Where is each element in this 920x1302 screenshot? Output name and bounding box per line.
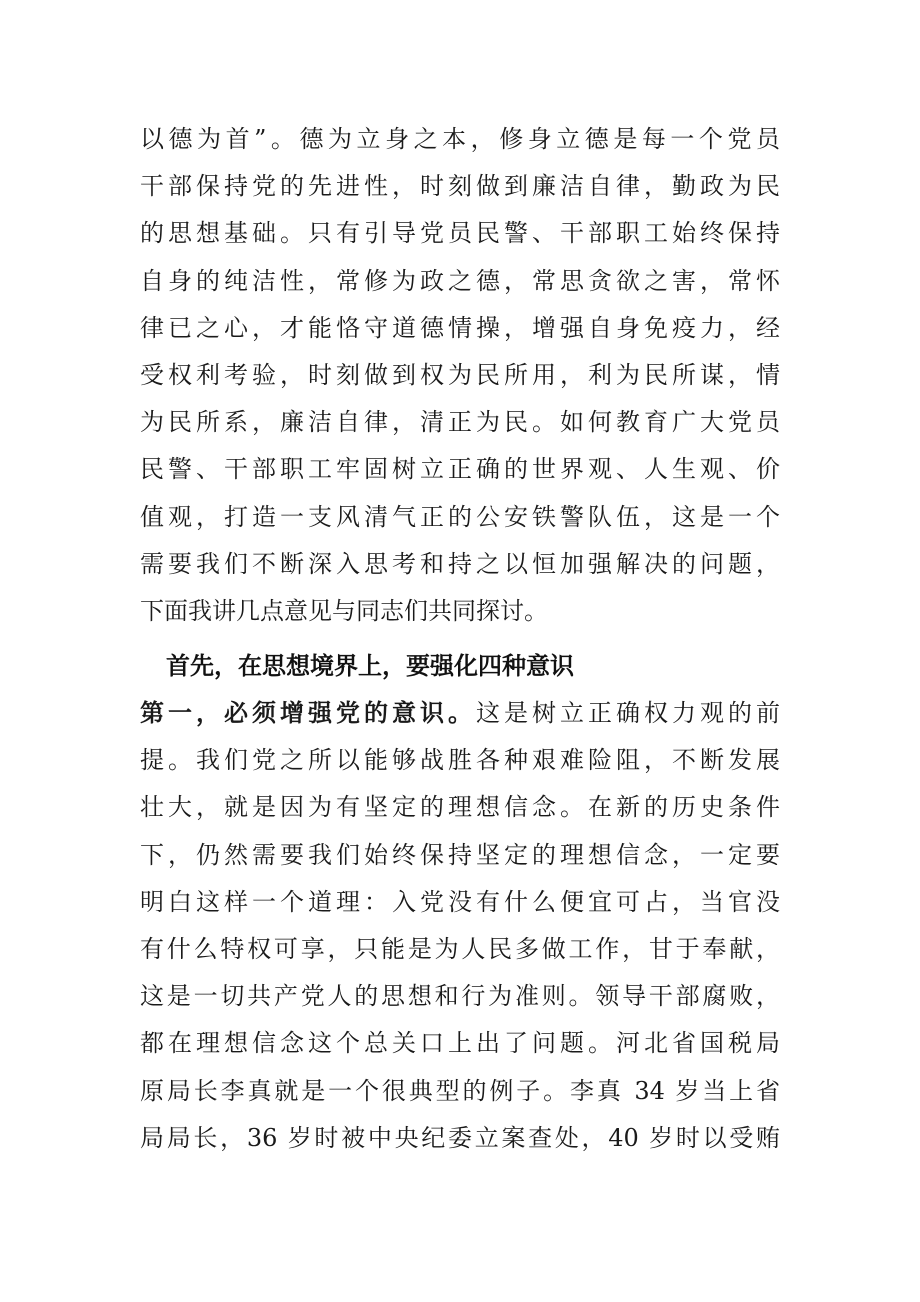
text-line: 提。我们党之所以能够战胜各种艰难险阻，不断发展 [140, 746, 780, 775]
text-line: 有什么特权可享，只能是为人民多做工作，甘于奉献， [140, 934, 780, 963]
text-line: 为民所系，廉洁自律，清正为民。如何教育广大党员 [140, 408, 780, 437]
text-line: 需要我们不断深入思考和持之以恒加强解决的问题， [140, 549, 780, 578]
text-line: 壮大，就是因为有坚定的理想信念。在新的历史条件 [140, 793, 780, 822]
paragraph-1 [140, 116, 780, 635]
text-line: 这是一切共产党人的思想和行为准则。领导干部腐败， [140, 982, 780, 1011]
paragraph-lead: 第一，必须增强党的意识。 [140, 699, 476, 727]
text-line: 受权利考验，时刻做到权为民所用，利为民所谋，情 [140, 360, 780, 389]
text-line: 原局长李真就是一个很典型的例子。李真 34 岁当上省 [140, 1076, 780, 1105]
paragraph-2 [140, 690, 780, 1162]
text-line: 自身的纯洁性，常修为政之德，常思贪欲之害，常怀 [140, 266, 780, 295]
text-line: 明白这样一个道理：入党没有什么便宜可占，当官没 [140, 887, 780, 916]
text-line: 的思想基础。只有引导党员民警、干部职工始终保持 [140, 219, 780, 248]
section-heading: 首先，在思想境界上，要强化四种意识 [166, 652, 574, 680]
text-line: 律已之心，才能恪守道德情操，增强自身免疫力，经 [140, 313, 780, 342]
paragraph-first-line-rest: 这是树立正确权力观的前 [476, 699, 780, 727]
text-line: 值观，打造一支风清气正的公安铁警队伍，这是一个 [140, 502, 780, 531]
text-line: 干部保持党的先进性，时刻做到廉洁自律，勤政为民 [140, 172, 780, 201]
text-line-first [140, 690, 780, 737]
text-line: 下面我讲几点意见与同志们共同探讨。 [140, 596, 548, 625]
text-line: 局局长，36 岁时被中央纪委立案查处，40 岁时以受贿 [140, 1123, 780, 1152]
text-line: 民警、干部职工牢固树立正确的世界观、人生观、价 [140, 455, 780, 484]
text-line: 下，仍然需要我们始终保持坚定的理想信念，一定要 [140, 840, 780, 869]
text-line: 以德为首”。德为立身之本，修身立德是每一个党员 [140, 125, 780, 153]
text-line: 都在理想信念这个总关口上出了问题。河北省国税局 [140, 1029, 780, 1058]
